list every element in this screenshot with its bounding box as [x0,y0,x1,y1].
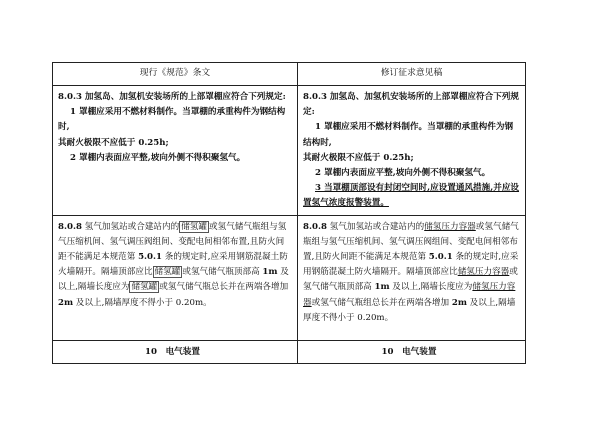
highlighted-term: 储氢压力容器 [424,221,476,232]
clause-text: 及以上,隔墙长度应为 [58,267,289,293]
clause-text: 或氢气储气瓶组与氢气压缩机间、氢气调压阀组间、变配电间相邻布置,且防火间距不能满足本规范第 [58,221,287,263]
header-current-code: 现行《规范》条文 [53,63,298,86]
table-header-row [53,63,526,86]
highlighted-term: 储氢罐 [154,267,181,278]
clause-text: 或氢气储气瓶顶部高 [303,267,518,293]
clause-ref: 5.0.1 [138,252,163,263]
clause-value: 1m [374,282,390,293]
highlighted-term: 储氢压力容器 [457,267,510,278]
clause-item-2: 2 罩棚内表面应平整,坡向外侧不得积聚氢气。 [315,168,491,179]
cell-draft-8-0-3 [298,86,526,216]
clause-text: 及以上,隔墙厚度不得小于 0.20m。 [73,297,212,308]
clause-title: 8.0.3 加氢岛、加氢机安装场所的上部罩棚应符合下列规定: [303,92,519,118]
clause-number: 8.0.8 [58,221,82,232]
clause-text: 条的规定时,应采用钢筋混凝土防火墙隔开。隔墙顶部应比 [58,252,288,278]
clause-text: 及以上,隔墙长度应为 [389,282,473,293]
clause-text: 或氢气储气瓶组与氢气压缩机间、氢气调压阀组间、变配电间相邻布置,且防火间距不能满足本规范第 [303,221,519,263]
clause-text: 条的规定时,应采用钢筋混凝土防火墙隔开。隔墙顶部应比 [303,252,519,278]
header-revision-draft: 修订征求意见稿 [298,63,526,86]
cell-current-8-0-3 [53,86,298,216]
clause-text: 氢气加氢站或合建站内的 [81,221,180,232]
clause-item-2: 2 罩棚内表面应平整,坡向外侧不得积聚氢气。 [70,152,246,163]
chapter-heading-current: 10 电气装置 [53,340,298,363]
clause-text: 氢气加氢站或合建站内的 [326,221,425,232]
clause-item-1: 1 罩棚应采用不燃材料制作。当罩棚的承重构件为钢结构时, [58,107,286,133]
clause-item-1-cont: 其耐火极限不应低于 0.25h; [303,152,414,163]
highlighted-term: 储氢罐 [131,282,158,293]
cell-current-8-0-8 [53,215,298,340]
clause-item-1: 1 罩棚应采用不燃材料制作。当罩棚的承重构件为钢结构时, [303,122,514,148]
clause-value: 1m [262,267,278,278]
table-row [53,215,526,340]
table-row [53,86,526,216]
table-row [53,340,526,363]
clause-value: 2m [58,297,74,308]
clause-text: 或氢气储气瓶组总长并在两端各增加 [311,297,452,308]
comparison-table [52,62,526,364]
clause-ref: 5.0.1 [428,252,453,263]
clause-value: 2m [451,297,467,308]
clause-text: 或氢气储气瓶总长并在两端各增加 [159,282,289,293]
clause-text: 或氢气储气瓶顶部高 [182,267,263,278]
clause-item-3-added: 3 当罩棚顶部设有封闭空间时,应设置通风措施,并应设置氢气浓度报警装置。 [303,183,520,209]
cell-draft-8-0-8 [298,215,526,340]
chapter-heading-draft: 10 电气装置 [298,340,526,363]
clause-item-1-cont: 其耐火极限不应低于 0.25h; [58,137,169,148]
clause-title: 8.0.3 加氢岛、加氢机安装场所的上部罩棚应符合下列规定: [58,92,286,102]
clause-number: 8.0.8 [303,221,327,232]
highlighted-term: 储氢压力容器 [303,282,516,308]
clause-text: 及以上,隔墙厚度不得小于 0.20m。 [303,297,516,323]
highlighted-term: 储氢罐 [181,221,207,232]
